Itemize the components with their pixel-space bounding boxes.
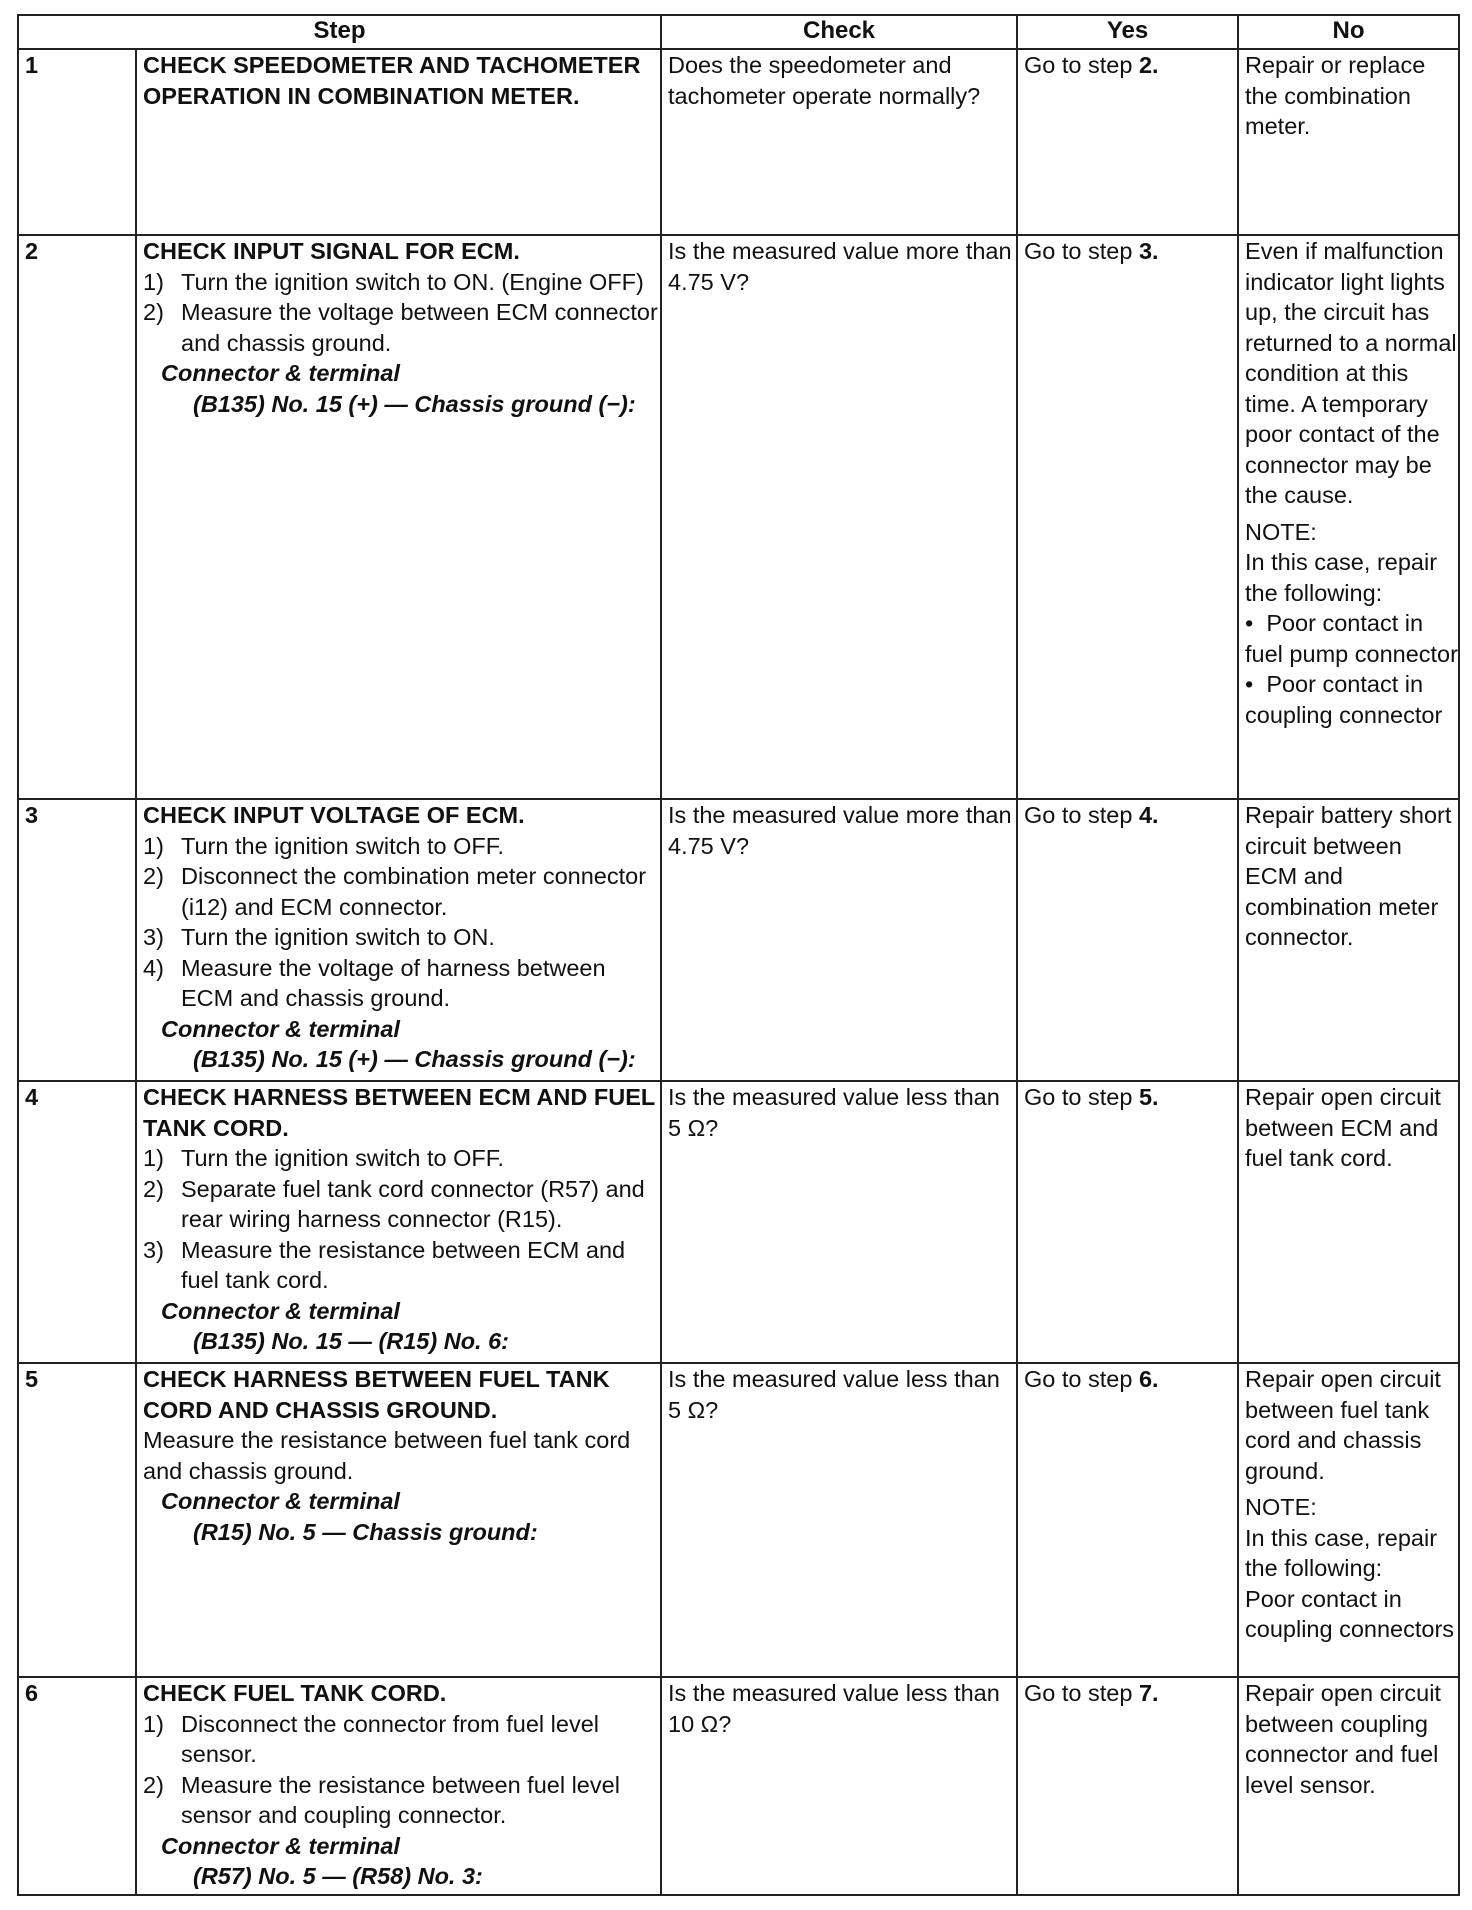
yes-step-ref: 7. bbox=[1138, 1680, 1159, 1706]
connector-label: Connector & terminal bbox=[161, 360, 400, 386]
step-number: 3 bbox=[18, 799, 136, 1081]
header-no: No bbox=[1238, 15, 1459, 49]
check-cell: Is the measured value more than 4.75 V? bbox=[661, 799, 1017, 1081]
note-text: In this case, repair the following: bbox=[1245, 549, 1438, 606]
step-body: Measure the resistance between fuel tank cord and chassis ground. bbox=[143, 1427, 631, 1484]
yes-cell bbox=[1017, 235, 1238, 799]
step-cell bbox=[136, 1677, 661, 1895]
substep: 1) Turn the ignition switch to ON. (Engine OFF) bbox=[143, 268, 644, 295]
diagnostic-procedure-table bbox=[17, 14, 1460, 1896]
substep: 1) Disconnect the connector from fuel level sensor. bbox=[143, 1710, 599, 1767]
substep: 2) Separate fuel tank cord connector (R57) and rear wiring harness connector (R15). bbox=[143, 1175, 645, 1232]
substep: 3) Measure the resistance between ECM and fuel tank cord. bbox=[143, 1236, 626, 1293]
no-cell: Repair battery short circuit between ECM and combination meter connector. bbox=[1238, 799, 1459, 1081]
table-header-row bbox=[18, 15, 1459, 49]
yes-cell bbox=[1017, 1363, 1238, 1677]
step-title: CHECK INPUT VOLTAGE OF ECM. bbox=[143, 802, 525, 828]
substep: 1) Turn the ignition switch to OFF. bbox=[143, 1145, 505, 1171]
no-cell bbox=[1238, 1363, 1459, 1677]
substep-list bbox=[143, 267, 660, 359]
no-cell: Repair or replace the combination meter. bbox=[1238, 49, 1459, 235]
table-row bbox=[18, 1363, 1459, 1677]
terminal-spec: (B135) No. 15 (+) — Chassis ground (−): bbox=[193, 1046, 636, 1072]
step-number: 4 bbox=[18, 1081, 136, 1363]
step-number: 6 bbox=[18, 1677, 136, 1895]
connector-label: Connector & terminal bbox=[161, 1015, 400, 1042]
substep: 2) Measure the voltage between ECM connector and chassis ground. bbox=[143, 299, 658, 356]
step-title: CHECK SPEEDOMETER AND TACHOMETER OPERATION IN COMBINATION METER. bbox=[143, 52, 641, 109]
terminal-spec: (R57) No. 5 — (R58) No. 3: bbox=[193, 1863, 483, 1889]
note-plain: Poor contact in coupling connectors bbox=[1245, 1585, 1455, 1642]
table-row bbox=[18, 1677, 1459, 1895]
yes-cell bbox=[1017, 799, 1238, 1081]
terminal-spec: (B135) No. 15 — (R15) No. 6: bbox=[193, 1328, 510, 1354]
note-bullet: • Poor contact in fuel pump connector bbox=[1245, 610, 1458, 667]
check-cell: Is the measured value more than 4.75 V? bbox=[661, 235, 1017, 799]
substep-list bbox=[143, 831, 660, 1014]
header-step: Step bbox=[18, 15, 661, 49]
substep-list bbox=[143, 1143, 660, 1296]
step-cell bbox=[136, 49, 661, 235]
no-cell bbox=[1238, 235, 1459, 799]
substep: 2) Disconnect the combination meter connector (i12) and ECM connector. bbox=[143, 863, 647, 920]
check-cell: Is the measured value less than 5 Ω? bbox=[661, 1363, 1017, 1677]
step-cell bbox=[136, 235, 661, 799]
step-cell bbox=[136, 1081, 661, 1363]
step-number: 5 bbox=[18, 1363, 136, 1677]
connector-label: Connector & terminal bbox=[161, 1488, 400, 1514]
note-label: NOTE: bbox=[1245, 1494, 1317, 1520]
table-row bbox=[18, 799, 1459, 1081]
step-title: CHECK INPUT SIGNAL FOR ECM. bbox=[143, 238, 520, 264]
no-text: Even if malfunction indicator light lights up, the circuit has returned to a normal condition at this time. A temporary poor contact of the connector may be the cause. bbox=[1245, 238, 1457, 508]
yes-cell bbox=[1017, 1081, 1238, 1363]
table-row bbox=[18, 49, 1459, 235]
yes-step-ref: 2. bbox=[1138, 52, 1159, 78]
step-number: 2 bbox=[18, 235, 136, 799]
substep: 2) Measure the resistance between fuel level sensor and coupling connector. bbox=[143, 1771, 620, 1828]
substep: 1) Turn the ignition switch to OFF. bbox=[143, 832, 505, 859]
connector-label: Connector & terminal bbox=[161, 1297, 400, 1324]
yes-prefix: Go to step bbox=[1024, 802, 1139, 828]
yes-prefix: Go to step bbox=[1024, 1084, 1139, 1110]
step-title: CHECK HARNESS BETWEEN FUEL TANK CORD AND CHASSIS GROUND. bbox=[143, 1366, 610, 1423]
check-cell: Is the measured value less than 5 Ω? bbox=[661, 1081, 1017, 1363]
note-bullet: • Poor contact in coupling connector bbox=[1245, 671, 1443, 728]
substep: 3) Turn the ignition switch to ON. bbox=[143, 924, 495, 950]
yes-step-ref: 6. bbox=[1138, 1366, 1159, 1392]
yes-step-ref: 3. bbox=[1138, 238, 1159, 264]
check-cell: Does the speedometer and tachometer operate normally? bbox=[661, 49, 1017, 235]
check-cell: Is the measured value less than 10 Ω? bbox=[661, 1677, 1017, 1895]
terminal-spec: (B135) No. 15 (+) — Chassis ground (−): bbox=[193, 390, 636, 417]
substep: 4) Measure the voltage of harness between ECM and chassis ground. bbox=[143, 954, 606, 1011]
step-title: CHECK FUEL TANK CORD. bbox=[143, 1680, 447, 1706]
step-title: CHECK HARNESS BETWEEN ECM AND FUEL TANK CORD. bbox=[143, 1084, 655, 1141]
substep-list bbox=[143, 1709, 660, 1831]
terminal-spec: (R15) No. 5 — Chassis ground: bbox=[193, 1518, 538, 1545]
header-yes: Yes bbox=[1017, 15, 1238, 49]
yes-step-ref: 4. bbox=[1138, 802, 1159, 828]
yes-cell bbox=[1017, 49, 1238, 235]
step-cell bbox=[136, 1363, 661, 1677]
header-check: Check bbox=[661, 15, 1017, 49]
yes-cell bbox=[1017, 1677, 1238, 1895]
step-cell bbox=[136, 799, 661, 1081]
no-cell: Repair open circuit between coupling connector and fuel level sensor. bbox=[1238, 1677, 1459, 1895]
no-text: Repair open circuit between fuel tank cord and chassis ground. bbox=[1245, 1366, 1441, 1484]
yes-prefix: Go to step bbox=[1024, 1680, 1139, 1706]
table-row bbox=[18, 1081, 1459, 1363]
table-row bbox=[18, 235, 1459, 799]
yes-prefix: Go to step bbox=[1024, 1366, 1139, 1392]
yes-step-ref: 5. bbox=[1138, 1084, 1159, 1110]
no-cell: Repair open circuit between ECM and fuel tank cord. bbox=[1238, 1081, 1459, 1363]
connector-label: Connector & terminal bbox=[161, 1832, 400, 1859]
note-label: NOTE: bbox=[1245, 518, 1317, 545]
yes-prefix: Go to step bbox=[1024, 52, 1139, 78]
step-number: 1 bbox=[18, 49, 136, 235]
note-text: In this case, repair the following: bbox=[1245, 1524, 1438, 1581]
yes-prefix: Go to step bbox=[1024, 238, 1139, 264]
